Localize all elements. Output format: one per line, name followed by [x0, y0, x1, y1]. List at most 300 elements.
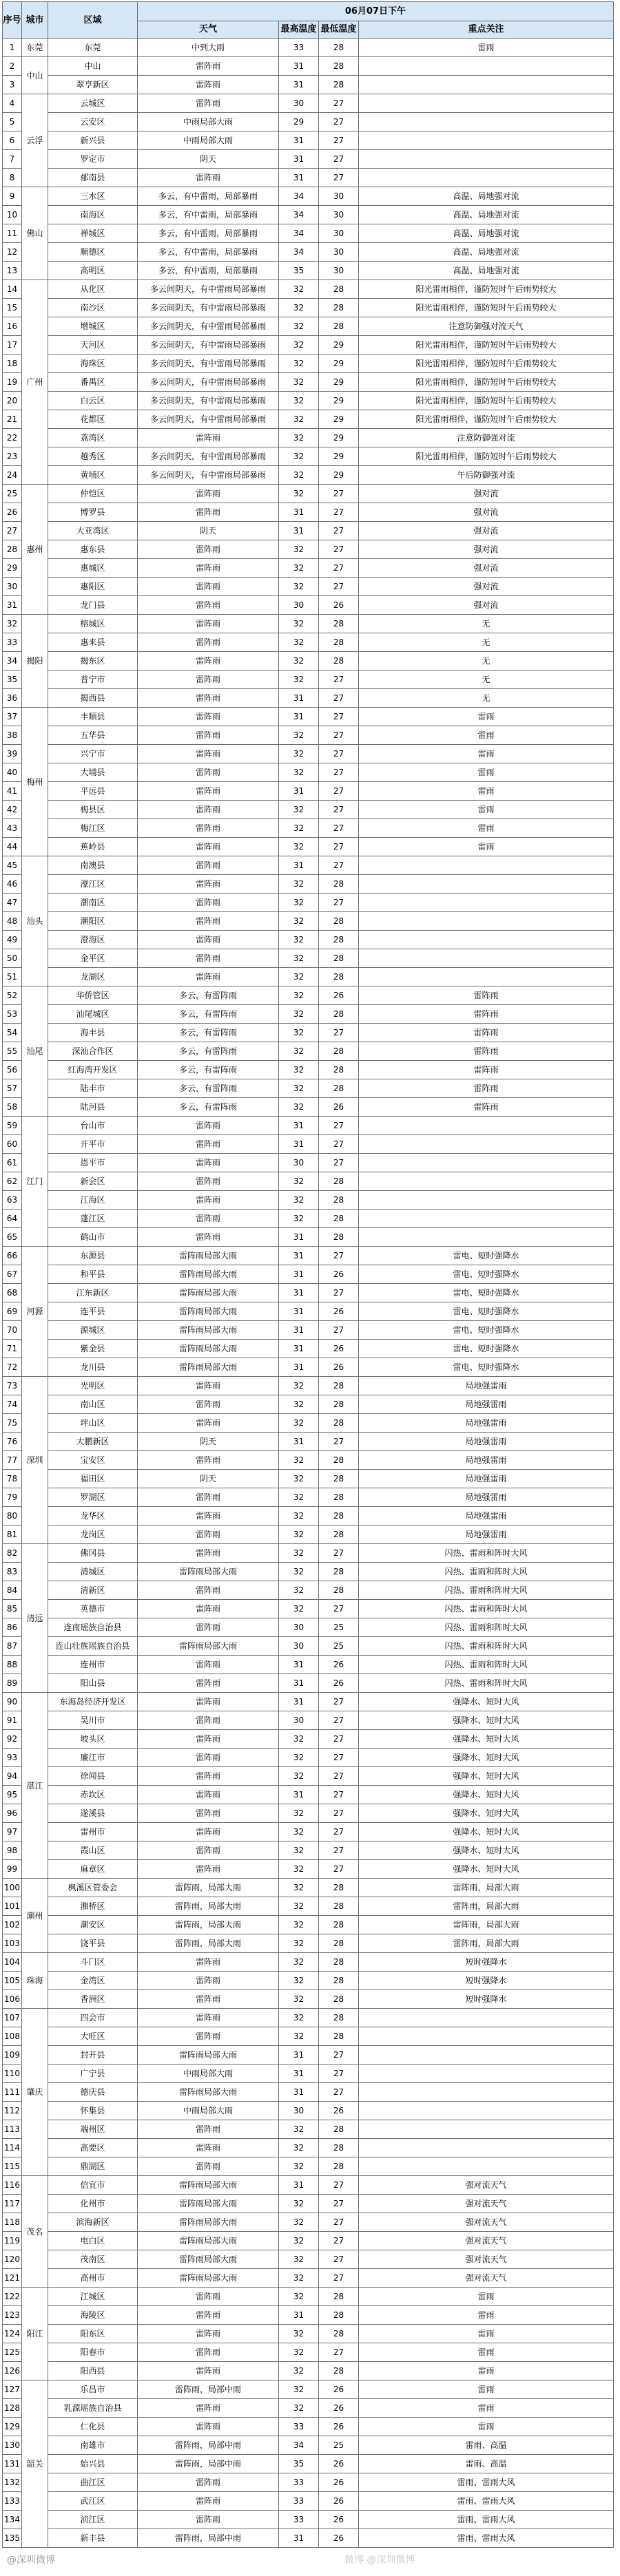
weather-cell: 雷阵雨	[138, 1823, 279, 1841]
tmax-cell: 32	[279, 1563, 319, 1581]
tmax-cell: 32	[279, 317, 319, 336]
weather-cell: 雷阵雨	[138, 1990, 279, 2009]
focus-cell: 雷雨、雷雨大风	[359, 2511, 614, 2529]
tmax-cell: 32	[279, 1098, 319, 1117]
focus-cell: 雷雨	[359, 801, 614, 819]
row-seq: 9	[3, 187, 22, 206]
table-row	[3, 2195, 614, 2213]
focus-cell: 局地强雷雨	[359, 1414, 614, 1433]
tmin-cell: 26	[319, 1265, 359, 1284]
table-row	[3, 2213, 614, 2232]
district-cell: 恩平市	[48, 1154, 138, 1172]
weather-cell: 雷阵雨	[138, 1600, 279, 1618]
tmin-cell: 27	[319, 763, 359, 782]
row-seq: 64	[3, 1210, 22, 1228]
weather-cell: 雷阵雨	[138, 1693, 279, 1711]
focus-cell: 雷雨、高温	[359, 2436, 614, 2455]
header-district: 区域	[48, 2, 138, 39]
table-row	[3, 2065, 614, 2083]
weather-cell: 多云间阴天，有中雷雨局部暴雨	[138, 447, 279, 466]
tmin-cell: 27	[319, 113, 359, 131]
focus-cell	[359, 131, 614, 150]
tmin-cell: 29	[319, 336, 359, 355]
table-row	[3, 875, 614, 894]
header-period: 06月07日下午	[138, 2, 614, 21]
row-seq: 44	[3, 838, 22, 856]
focus-cell: 雷雨	[359, 39, 614, 57]
focus-cell	[359, 1172, 614, 1191]
tmax-cell: 32	[279, 578, 319, 596]
row-seq: 14	[3, 280, 22, 299]
row-seq: 61	[3, 1154, 22, 1172]
tmax-cell: 29	[279, 113, 319, 131]
row-seq: 129	[3, 2418, 22, 2436]
city-cell: 深圳	[22, 1377, 48, 1544]
tmax-cell: 32	[279, 2009, 319, 2027]
row-seq: 127	[3, 2380, 22, 2399]
tmin-cell: 27	[319, 1767, 359, 1786]
weather-cell: 雷阵雨	[138, 615, 279, 633]
tmin-cell: 28	[319, 2027, 359, 2046]
table-row	[3, 1247, 614, 1265]
focus-cell: 强对流	[359, 503, 614, 522]
weather-cell: 多云，有中雷雨，局部暴雨	[138, 224, 279, 243]
district-cell: 榕城区	[48, 615, 138, 633]
tmax-cell: 32	[279, 1395, 319, 1414]
focus-cell: 强对流	[359, 559, 614, 578]
weather-cell: 雷阵雨	[138, 1395, 279, 1414]
focus-cell	[359, 2046, 614, 2065]
table-row	[3, 671, 614, 689]
row-seq: 1	[3, 39, 22, 57]
table-row	[3, 1321, 614, 1340]
tmax-cell: 31	[279, 1656, 319, 1674]
row-seq: 5	[3, 113, 22, 131]
row-seq: 75	[3, 1414, 22, 1433]
weather-cell: 雷阵雨局部大雨	[138, 1284, 279, 1302]
focus-cell	[359, 76, 614, 94]
tmax-cell: 31	[279, 2065, 319, 2083]
district-cell: 东海岛经济开发区	[48, 1693, 138, 1711]
tmax-cell: 32	[279, 1990, 319, 2009]
focus-cell: 阳光雷雨相伴，谨防短时午后雨势较大	[359, 410, 614, 429]
table-row	[3, 968, 614, 986]
table-row	[3, 1265, 614, 1284]
tmin-cell: 28	[319, 1228, 359, 1247]
tmin-cell: 28	[319, 1972, 359, 1990]
focus-cell: 阳光雷雨相伴，谨防短时午后雨势较大	[359, 336, 614, 355]
focus-cell: 局地强雷雨	[359, 1395, 614, 1414]
district-cell: 潮南区	[48, 894, 138, 912]
tmin-cell: 27	[319, 578, 359, 596]
city-cell: 珠海	[22, 1953, 48, 2009]
district-cell: 红海湾开发区	[48, 1061, 138, 1079]
tmin-cell: 27	[319, 2343, 359, 2362]
focus-cell: 阳光雷雨相伴，谨防短时午后雨势较大	[359, 392, 614, 410]
tmax-cell: 32	[279, 726, 319, 745]
table-row	[3, 2120, 614, 2139]
row-seq: 24	[3, 466, 22, 485]
district-cell: 惠东县	[48, 540, 138, 559]
tmax-cell: 32	[279, 1005, 319, 1024]
table-row	[3, 1934, 614, 1953]
focus-cell: 雷阵雨	[359, 1024, 614, 1042]
city-cell: 阳江	[22, 2288, 48, 2380]
weather-cell: 多云，有中雷雨，局部暴雨	[138, 262, 279, 280]
table-row	[3, 1433, 614, 1451]
district-cell: 化州市	[48, 2195, 138, 2213]
city-cell: 韶关	[22, 2380, 48, 2548]
district-cell: 始兴县	[48, 2455, 138, 2473]
tmin-cell: 28	[319, 1953, 359, 1972]
weather-cell: 雷阵雨	[138, 503, 279, 522]
focus-cell: 雷阵雨	[359, 1042, 614, 1061]
table-row	[3, 745, 614, 763]
focus-cell: 局地强雷雨	[359, 1451, 614, 1470]
tmin-cell: 26	[319, 986, 359, 1005]
tmin-cell: 30	[319, 243, 359, 262]
table-row	[3, 1005, 614, 1024]
district-cell: 郁南县	[48, 169, 138, 187]
district-cell: 仁化县	[48, 2418, 138, 2436]
district-cell: 蓬江区	[48, 1210, 138, 1228]
row-seq: 67	[3, 1265, 22, 1284]
district-cell: 枫溪区管委会	[48, 1879, 138, 1897]
row-seq: 54	[3, 1024, 22, 1042]
table-row	[3, 1637, 614, 1656]
focus-cell: 雷雨	[359, 726, 614, 745]
focus-cell: 雷电、短时强降水	[359, 1358, 614, 1377]
focus-cell: 无	[359, 652, 614, 671]
focus-cell	[359, 2009, 614, 2027]
tmin-cell: 27	[319, 726, 359, 745]
weather-cell: 雷阵雨局部大雨	[138, 1358, 279, 1377]
weather-cell: 雷阵雨	[138, 1841, 279, 1860]
tmin-cell: 27	[319, 2232, 359, 2250]
weather-cell: 雷阵雨	[138, 2418, 279, 2436]
weather-cell: 雷阵雨	[138, 2288, 279, 2306]
weather-cell: 雷阵雨	[138, 782, 279, 801]
row-seq: 10	[3, 206, 22, 224]
table-row	[3, 2455, 614, 2473]
row-seq: 30	[3, 578, 22, 596]
tmax-cell: 31	[279, 2046, 319, 2065]
city-cell: 湛江	[22, 1693, 48, 1879]
weather-cell: 雷阵雨，局部中雨	[138, 2436, 279, 2455]
table-row	[3, 503, 614, 522]
tmax-cell: 35	[279, 2455, 319, 2473]
table-row	[3, 912, 614, 931]
district-cell: 源城区	[48, 1321, 138, 1340]
row-seq: 85	[3, 1600, 22, 1618]
table-row	[3, 262, 614, 280]
watermark-secondary: 微博 @深圳微博	[344, 2555, 415, 2566]
district-cell: 饶平县	[48, 1934, 138, 1953]
district-cell: 惠阳区	[48, 578, 138, 596]
row-seq: 88	[3, 1656, 22, 1674]
table-row	[3, 986, 614, 1005]
weather-cell: 多云间阴天，有中雷雨局部暴雨	[138, 466, 279, 485]
tmax-cell: 32	[279, 801, 319, 819]
tmin-cell: 26	[319, 1302, 359, 1321]
focus-cell: 雷阵雨，局部大雨	[359, 1879, 614, 1897]
district-cell: 连平县	[48, 1302, 138, 1321]
tmin-cell: 28	[319, 1210, 359, 1228]
tmin-cell: 27	[319, 1823, 359, 1841]
weather-cell: 雷阵雨	[138, 2343, 279, 2362]
focus-cell	[359, 2120, 614, 2139]
focus-cell	[359, 2139, 614, 2157]
weather-cell: 雷阵雨	[138, 1581, 279, 1600]
tmin-cell: 27	[319, 1786, 359, 1804]
city-cell: 汕尾	[22, 986, 48, 1117]
district-cell: 东源县	[48, 1247, 138, 1265]
tmin-cell: 28	[319, 299, 359, 317]
tmin-cell: 28	[319, 912, 359, 931]
weather-cell: 雷阵雨局部大雨	[138, 1340, 279, 1358]
tmax-cell: 31	[279, 689, 319, 708]
row-seq: 29	[3, 559, 22, 578]
weather-cell: 阴天	[138, 150, 279, 169]
table-row	[3, 1600, 614, 1618]
tmax-cell: 32	[279, 671, 319, 689]
row-seq: 41	[3, 782, 22, 801]
district-cell: 雷州市	[48, 1823, 138, 1841]
row-seq: 16	[3, 317, 22, 336]
row-seq: 73	[3, 1377, 22, 1395]
tmin-cell: 27	[319, 1024, 359, 1042]
tmax-cell: 32	[279, 1172, 319, 1191]
row-seq: 132	[3, 2473, 22, 2492]
focus-cell: 雷雨、高温	[359, 2455, 614, 2473]
district-cell: 武江区	[48, 2492, 138, 2511]
weather-cell: 雷阵雨	[138, 1135, 279, 1154]
table-row	[3, 2176, 614, 2195]
focus-cell: 雷雨	[359, 782, 614, 801]
focus-cell	[359, 1117, 614, 1135]
weather-cell: 中雨局部大雨	[138, 2102, 279, 2120]
table-row	[3, 1860, 614, 1879]
row-seq: 77	[3, 1451, 22, 1470]
table-row	[3, 2102, 614, 2120]
tmin-cell: 27	[319, 1730, 359, 1749]
table-row	[3, 429, 614, 447]
city-cell: 汕头	[22, 856, 48, 986]
district-cell: 翠亨新区	[48, 76, 138, 94]
tmin-cell: 28	[319, 615, 359, 633]
weather-cell: 阴天	[138, 1433, 279, 1451]
focus-cell: 高温、局地强对流	[359, 243, 614, 262]
focus-cell: 强对流天气	[359, 2176, 614, 2195]
table-row	[3, 1730, 614, 1749]
weather-cell: 雷阵雨，局部大雨	[138, 1897, 279, 1916]
weather-cell: 雷阵雨	[138, 856, 279, 875]
district-cell: 徐闻县	[48, 1767, 138, 1786]
tmax-cell: 31	[279, 1358, 319, 1377]
focus-cell: 强降水、短时大风	[359, 1823, 614, 1841]
district-cell: 和平县	[48, 1265, 138, 1284]
district-cell: 江海区	[48, 1191, 138, 1210]
tmax-cell: 31	[279, 2306, 319, 2325]
tmin-cell: 28	[319, 1172, 359, 1191]
row-seq: 3	[3, 76, 22, 94]
row-seq: 46	[3, 875, 22, 894]
tmin-cell: 28	[319, 931, 359, 949]
table-row	[3, 1507, 614, 1525]
row-seq: 114	[3, 2139, 22, 2157]
district-cell: 阳西县	[48, 2362, 138, 2380]
district-cell: 斗门区	[48, 1953, 138, 1972]
table-row	[3, 689, 614, 708]
weather-cell: 雷阵雨	[138, 540, 279, 559]
district-cell: 揭西县	[48, 689, 138, 708]
tmin-cell: 27	[319, 2269, 359, 2288]
table-row	[3, 1674, 614, 1693]
city-cell: 广州	[22, 280, 48, 485]
district-cell: 大亚湾区	[48, 522, 138, 540]
tmin-cell: 30	[319, 224, 359, 243]
district-cell: 龙湖区	[48, 968, 138, 986]
table-row	[3, 1377, 614, 1395]
row-seq: 49	[3, 931, 22, 949]
tmax-cell: 32	[279, 1804, 319, 1823]
row-seq: 63	[3, 1191, 22, 1210]
table-row	[3, 856, 614, 875]
weather-cell: 中雨局部大雨	[138, 113, 279, 131]
tmax-cell: 32	[279, 912, 319, 931]
row-seq: 52	[3, 986, 22, 1005]
row-seq: 15	[3, 299, 22, 317]
tmin-cell: 26	[319, 1098, 359, 1117]
tmin-cell: 26	[319, 2380, 359, 2399]
city-cell: 佛山	[22, 187, 48, 280]
tmin-cell: 27	[319, 131, 359, 150]
table-row	[3, 633, 614, 652]
tmin-cell: 28	[319, 2139, 359, 2157]
district-cell: 端州区	[48, 2120, 138, 2139]
focus-cell: 无	[359, 633, 614, 652]
district-cell: 高明区	[48, 262, 138, 280]
table-row	[3, 1228, 614, 1247]
tmax-cell: 32	[279, 2027, 319, 2046]
weather-cell: 雷阵雨	[138, 2157, 279, 2176]
row-seq: 107	[3, 2009, 22, 2027]
table-row	[3, 596, 614, 615]
weather-cell: 多云，有中雷雨，局部暴雨	[138, 206, 279, 224]
district-cell: 英德市	[48, 1600, 138, 1618]
tmax-cell: 32	[279, 355, 319, 373]
row-seq: 92	[3, 1730, 22, 1749]
table-body	[3, 39, 614, 2548]
row-seq: 103	[3, 1934, 22, 1953]
weather-cell: 雷阵雨局部大雨	[138, 2046, 279, 2065]
row-seq: 101	[3, 1897, 22, 1916]
district-cell: 平远县	[48, 782, 138, 801]
tmin-cell: 28	[319, 1934, 359, 1953]
row-seq: 40	[3, 763, 22, 782]
table-row	[3, 2269, 614, 2288]
table-row	[3, 1340, 614, 1358]
tmax-cell: 30	[279, 94, 319, 113]
table-row	[3, 392, 614, 410]
focus-cell: 雷雨、雷雨大风	[359, 2529, 614, 2548]
table-row	[3, 1823, 614, 1841]
tmax-cell: 31	[279, 76, 319, 94]
weather-cell: 雷阵雨	[138, 169, 279, 187]
table-row	[3, 2343, 614, 2362]
tmin-cell: 26	[319, 2399, 359, 2418]
tmin-cell: 27	[319, 801, 359, 819]
focus-cell: 雷阵雨	[359, 1005, 614, 1024]
tmin-cell: 28	[319, 1488, 359, 1507]
district-cell: 蕉岭县	[48, 838, 138, 856]
district-cell: 香洲区	[48, 1990, 138, 2009]
weather-cell: 雷阵雨	[138, 1972, 279, 1990]
focus-cell: 雷阵雨，局部大雨	[359, 1916, 614, 1934]
tmax-cell: 31	[279, 2176, 319, 2195]
tmax-cell: 32	[279, 2157, 319, 2176]
tmin-cell: 27	[319, 689, 359, 708]
weather-cell: 雷阵雨局部大雨	[138, 1265, 279, 1284]
district-cell: 禅城区	[48, 224, 138, 243]
table-row	[3, 1172, 614, 1191]
tmax-cell: 32	[279, 410, 319, 429]
focus-cell: 雷雨	[359, 708, 614, 726]
table-row	[3, 578, 614, 596]
row-seq: 124	[3, 2325, 22, 2343]
district-cell: 金平区	[48, 949, 138, 968]
table-row	[3, 1284, 614, 1302]
header-weather: 天气	[138, 21, 279, 39]
tmax-cell: 31	[279, 1228, 319, 1247]
focus-cell: 雷电、短时强降水	[359, 1265, 614, 1284]
tmax-cell: 32	[279, 2343, 319, 2362]
focus-cell	[359, 94, 614, 113]
table-row	[3, 540, 614, 559]
focus-cell: 强对流天气	[359, 2250, 614, 2269]
tmin-cell: 27	[319, 2176, 359, 2195]
weather-cell: 雷阵雨局部大雨	[138, 1563, 279, 1581]
table-row	[3, 2511, 614, 2529]
table-row	[3, 1470, 614, 1488]
row-seq: 106	[3, 1990, 22, 2009]
district-cell: 南海区	[48, 206, 138, 224]
row-seq: 32	[3, 615, 22, 633]
tmax-cell: 32	[279, 1488, 319, 1507]
weather-cell: 雷阵雨局部大雨	[138, 2176, 279, 2195]
table-row	[3, 2362, 614, 2380]
tmin-cell: 27	[319, 1544, 359, 1563]
weather-cell: 雷阵雨	[138, 2027, 279, 2046]
tmax-cell: 32	[279, 299, 319, 317]
district-cell: 电白区	[48, 2232, 138, 2250]
row-seq: 42	[3, 801, 22, 819]
district-cell: 普宁市	[48, 671, 138, 689]
row-seq: 45	[3, 856, 22, 875]
table-row	[3, 763, 614, 782]
row-seq: 50	[3, 949, 22, 968]
table-row	[3, 1749, 614, 1767]
tmin-cell: 29	[319, 373, 359, 392]
tmin-cell: 27	[319, 2083, 359, 2102]
focus-cell: 高温、局地强对流	[359, 206, 614, 224]
district-cell: 兴宁市	[48, 745, 138, 763]
tmax-cell: 32	[279, 986, 319, 1005]
table-row	[3, 1414, 614, 1433]
weather-cell: 雷阵雨	[138, 2511, 279, 2529]
focus-cell: 雷雨	[359, 838, 614, 856]
row-seq: 117	[3, 2195, 22, 2213]
